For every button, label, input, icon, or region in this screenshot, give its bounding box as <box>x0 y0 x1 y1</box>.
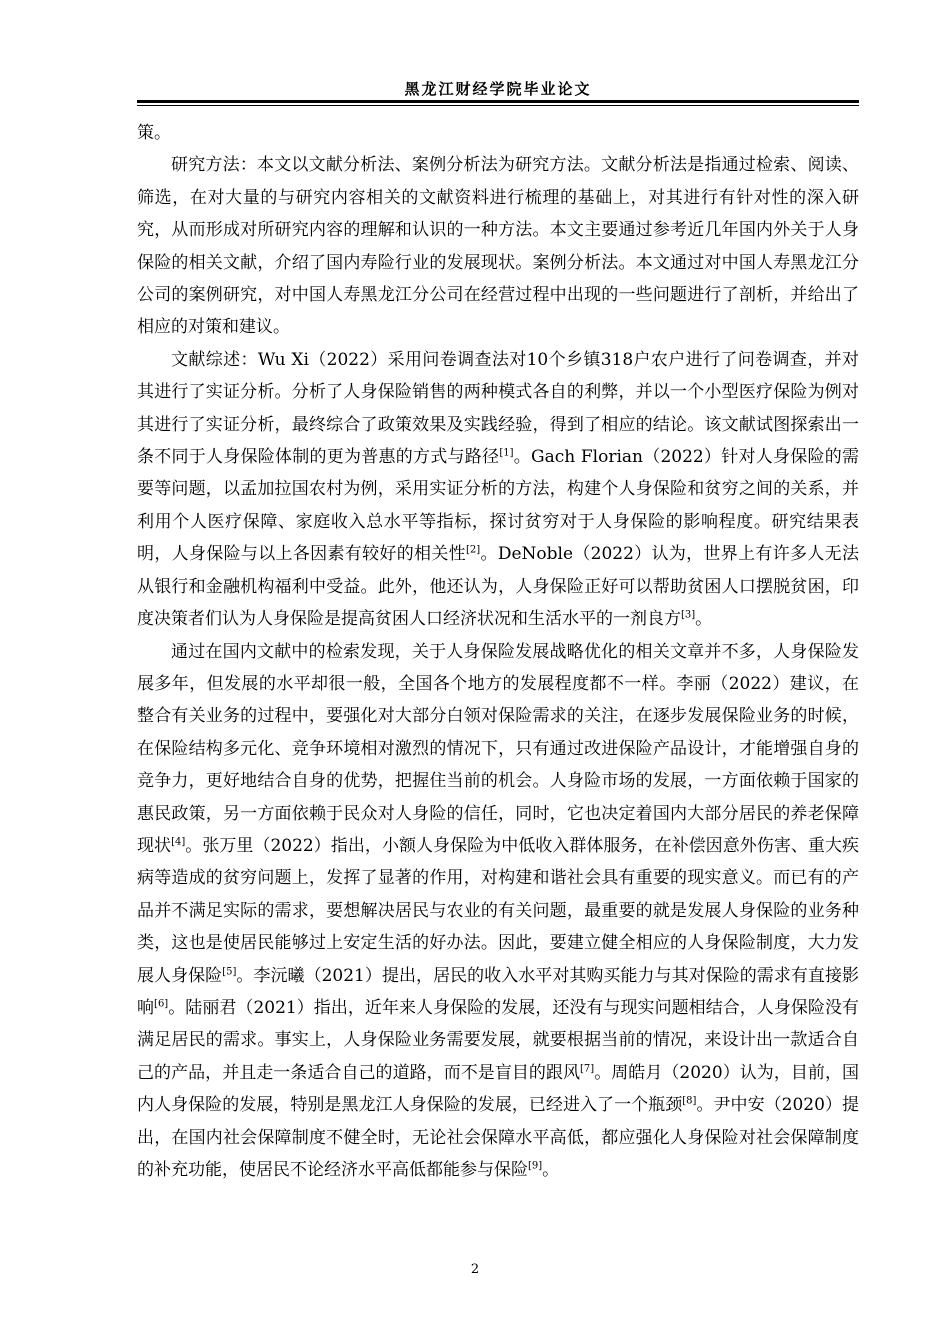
citation-marker: [8] <box>682 1095 697 1107</box>
citation-marker: [3] <box>681 609 696 621</box>
body-text <box>137 117 859 1186</box>
paragraph-literature-domestic: 通过在国内文献中的检索发现，关于人身保险发展战略优化的相关文章并不多，人身保险发展多年，但发展的水平却很一般，全国各个地方的发展程度都不一样。李丽（2022）建议，在整合有关业务的过程中，要强化对大部分白领对保险需求的关注，在逐步发展保险业务的时候，在保险结构多元化、竞争环境相对激烈的情况下，只有通过改进保险产品设计，才能增强自身的竞争力，更好地结合自身的优势，把握住当前的机会。人身险市场的发展，一方面依赖于国家的惠民政策，另一方面依赖于民众对人身险的信任，同时，它也决定着国内大部分居民的养老保障现状[4]。张万里（2022）指出，小额人身保险为中低收入群体服务，在补偿因意外伤害、重大疾病等造成的贫穷问题上，发挥了显著的作用，对构建和谐社会具有重要的现实意义。而已有的产品并不满足实际的需求，要想解决居民与农业的有关问题，最重要的就是发展人身保险的业务种类，这也是使居民能够过上安定生活的好办法。因此，要建立健全相应的人身保险制度，大力发展人身保险[5]。李沅曦（2021）提出，居民的收入水平对其购买能力与其对保险的需求有直接影响[6]。陆丽君（2021）指出，近年来人身保险的发展，还没有与现实问题相结合，人身保险没有满足居民的需求。事实上，人身保险业务需要发展，就要根据当前的情况，来设计出一款适合自己的产品，并且走一条适合自己的道路，而不是盲目的跟风[7]。周皓月（2020）认为，目前，国内人身保险的发展，特别是黑龙江人身保险的发展，已经进入了一个瓶颈[8]。尹中安（2020）提出，在国内社会保障制度不健全时，无论社会保障水平高低，都应强化人身保险对社会保障制度的补充功能，使居民不论经济水平高低都能参与保险[9]。 <box>137 641 860 1180</box>
running-header: 黑龙江财经学院毕业论文 <box>404 80 592 98</box>
paragraph-methods: 研究方法：本文以文献分析法、案例分析法为研究方法。文献分析法是指通过检索、阅读、筛选，在对大量的与研究内容相关的文献资料进行梳理的基础上，对其进行有针对性的深入研究，从而形成对所研究内容的理解和认识的一种方法。本文主要通过参考近几年国内外关于人身保险的相关文献，介绍了国内寿险行业的发展现状。案例分析法。本文通过对中国人寿黑龙江分公司的案例研究，对中国人寿黑龙江分公司在经营过程中出现的一些问题进行了剖析，并给出了相应的对策和建议。 <box>137 155 859 338</box>
page-number: 2 <box>470 1262 480 1277</box>
citation-marker: [7] <box>580 1063 595 1075</box>
citation-marker: [9] <box>528 1160 543 1172</box>
header-rule-thick <box>137 100 859 103</box>
paragraph-literature-foreign: 文献综述：Wu Xi（2022）采用问卷调查法对10个乡镇318户农户进行了问卷调查，并对其进行了实证分析。分析了人身保险销售的两种模式各自的利弊，并以一个小型医疗保险为例对其进行了实证分析，最终综合了政策效果及实践经验，得到了相应的结论。该文献试图探索出一条不同于人身保险体制的更为普惠的方式与路径[1]。Gach Florian（2022）针对人身保险的需要等问题，以孟加拉国农村为例，采用实证分析的方法，构建个人身保险和贫穷之间的关系，并利用个人医疗保障、家庭收入总水平等指标，探讨贫穷对于人身保险的影响程度。研究结果表明，人身保险与以上各因素有较好的相关性[2]。DeNoble（2022）认为，世界上有许多人无法从银行和金融机构福利中受益。此外，他还认为，人身保险正好可以帮助贫困人口摆脱贫困，印度决策者们认为人身保险是提高贫困人口经济状况和生活水平的一剂良方[3]。 <box>137 349 860 630</box>
citation-marker: [1] <box>499 447 514 459</box>
header-rule-thin <box>137 105 859 106</box>
citation-marker: [2] <box>466 544 481 556</box>
citation-marker: [4] <box>171 836 186 848</box>
citation-marker: [6] <box>154 998 169 1010</box>
paragraph-continuation: 策。 <box>137 123 171 143</box>
citation-marker: [5] <box>222 965 237 977</box>
